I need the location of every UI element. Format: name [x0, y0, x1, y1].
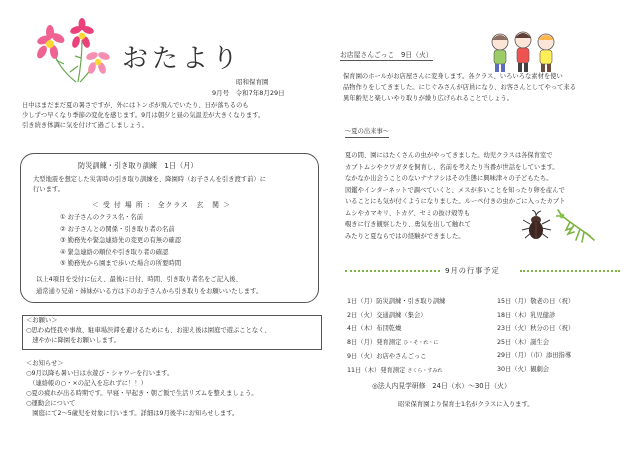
- event-item: 4日（木）布団乾燥: [347, 325, 402, 332]
- event-item: 1日（月）防災訓練・引き取り訓練: [347, 298, 446, 305]
- drill-footer-line: 以上4項目を受付に伝え、最後に日付、時間、引き取り者名をご記入後、: [36, 276, 242, 283]
- mantis-illustration: [556, 208, 598, 244]
- intro-line: 少しずつ早くなり季節の変化を感じます。9月は朝夕と昼の気温差が大きくなります。: [22, 112, 265, 119]
- issue-date: 9月号 令和7年8月29日: [212, 89, 285, 97]
- news-line: ○運動会について: [26, 400, 76, 407]
- insect-line: いることにも気が付くようになりました。ルーペ付きの虫かごに入ったカブト: [345, 198, 566, 205]
- drill-item: ③ 勤務先や緊急連絡先の変更の有無の確認: [60, 237, 181, 244]
- events-title: 9月の行事予定: [445, 266, 500, 275]
- news-line: （連絡帳の○・×の記入を忘れずに！！）: [26, 380, 147, 387]
- school-name: 昭和保育園: [236, 78, 269, 86]
- drill-item: ① お子さんのクラス名・名前: [60, 214, 144, 221]
- drill-body-line: 行います。: [33, 186, 64, 193]
- shop-line: 異年齢児と楽しいやり取りが繰り広げられることでしょう。: [343, 95, 514, 102]
- event-note: さくら・すみれ: [407, 367, 443, 374]
- insect-line: 覗きに行き観察したり、勇気を出して触れて: [345, 221, 471, 228]
- event-item: 8日（月）発育測定 ひ・そ・れ・に: [347, 338, 439, 346]
- event-note: ひ・そ・れ・に: [403, 339, 439, 346]
- drill-item-list: [60, 212, 181, 270]
- news-line: ○9月以降も暑い日は水遊び・シャワーを行います。: [26, 370, 174, 377]
- children-illustration: [488, 28, 558, 74]
- intro-line: 引き続き体調に気を付けて過ごしましょう。: [22, 122, 148, 129]
- shop-title: お店屋さんごっこ 9日（火）: [340, 51, 433, 59]
- drill-footer: [36, 274, 262, 297]
- event-item: 11日（木）発育測定 さくら・すみれ: [347, 366, 443, 374]
- insect-line: みたりと夏ならではの経験ができました。: [345, 232, 465, 240]
- news-line: 園庭にて2～5歳児を対象に行います。詳細は9月後半にお知らせします。: [26, 410, 239, 417]
- insect-title: ～夏の出来事～: [345, 127, 389, 138]
- insect-line: なかなか出会うことのないナナフシはその生態に興味津々の子どもたち。: [345, 175, 553, 182]
- beetle-illustration: [520, 210, 554, 244]
- event-item: 23日（火）秋分の日（祝）: [497, 325, 575, 332]
- events-list-right: [497, 295, 574, 376]
- event-item: 30日（火）観劇会: [497, 365, 550, 373]
- drill-item: ② お子さんとの関係・引き取り者の名前: [60, 225, 175, 233]
- visit-body: 昭栄保育園より保育士1名がクラスに入ります。: [398, 401, 534, 408]
- insect-line: 図鑑やインターネットで調べていくと、メスが多いことを知ったり卵を産んで: [345, 186, 565, 194]
- news-body: [26, 369, 258, 419]
- event-item: 18日（木）乳児健診: [497, 311, 556, 319]
- drill-subheading: ＜ 受 付 場 所 ： 全クラス 玄 関 ＞: [92, 201, 231, 209]
- events-divider-left: [345, 270, 440, 272]
- drill-body-line: 大型地震を想定した災害時の引き取り訓練を、降園時（お子さんを引き渡す前）に: [33, 176, 266, 183]
- drill-body: [33, 175, 266, 195]
- shop-line: 保育園のホールがお店屋さんに変身します。各クラス、いろいろな素材を使い: [343, 73, 563, 80]
- event-item: 15日（月）敬老の日（祝）: [497, 298, 575, 305]
- intro-text: [22, 101, 312, 131]
- event-item: 9日（火）お店やさんごっこ: [347, 353, 427, 360]
- request-title: ＜お願い＞: [26, 317, 58, 324]
- shop-body: [343, 71, 576, 104]
- intro-line: 日中はまだまだ夏の暑さですが、外にはトンボが飛んでいたり、日が落ちるのも: [22, 102, 249, 109]
- visit-title: ◎法人内見学研修 24日（水）～30日（火）: [372, 382, 511, 390]
- drill-title: 防災訓練・引き取り訓練 1日（月）: [78, 161, 198, 170]
- drill-item: ④ 緊急連絡の順位や引き取り者の確認: [60, 248, 169, 256]
- page-title: おたより: [122, 44, 243, 74]
- event-item: 2日（火）交通訓練（集会）: [347, 311, 427, 319]
- events-list-left: [347, 295, 445, 378]
- insect-line: ムシやカマキリ、トカゲ、セミの抜け殻等も: [345, 209, 470, 217]
- news-line: ○夏の疲れが出る時期です。早寝・早起き・朝ご飯で生活リズムを整えましょう。: [26, 390, 258, 397]
- drill-item: ⑤ 勤務先から園まで歩いた場合の所要時間: [60, 260, 181, 267]
- event-item: 29日（月）（市）添田指導: [497, 352, 572, 359]
- events-divider-right: [520, 270, 620, 272]
- request-body: [26, 326, 271, 346]
- request-line: 速やかに降園をお願いします。: [26, 337, 120, 344]
- insect-line: 夏の間、園にはたくさんの虫がやってきました。幼児クラスは各保育室で: [345, 152, 553, 159]
- shop-line: 品物作りをしてきました。にじぐみさんが店員になり、お客さんとしてやって来る: [343, 84, 576, 91]
- cosmos-flower-illustration: [24, 18, 116, 86]
- event-item: 25日（木）誕生会: [497, 338, 550, 346]
- insect-line: カブトムシやクワガタを飼育し、名前を考えたり当番が世話をしています。: [345, 163, 559, 171]
- news-title: ＜お知らせ＞: [26, 360, 64, 367]
- drill-footer-line: 通常通り兄弟・姉妹がいる方は下のお子さんから引き取りをお願いいたします。: [36, 287, 263, 295]
- request-line: ○思わぬ怪我や事故、駐車場渋滞を避けるためにも、お迎え後は園庭で遊ぶことなく、: [26, 327, 271, 334]
